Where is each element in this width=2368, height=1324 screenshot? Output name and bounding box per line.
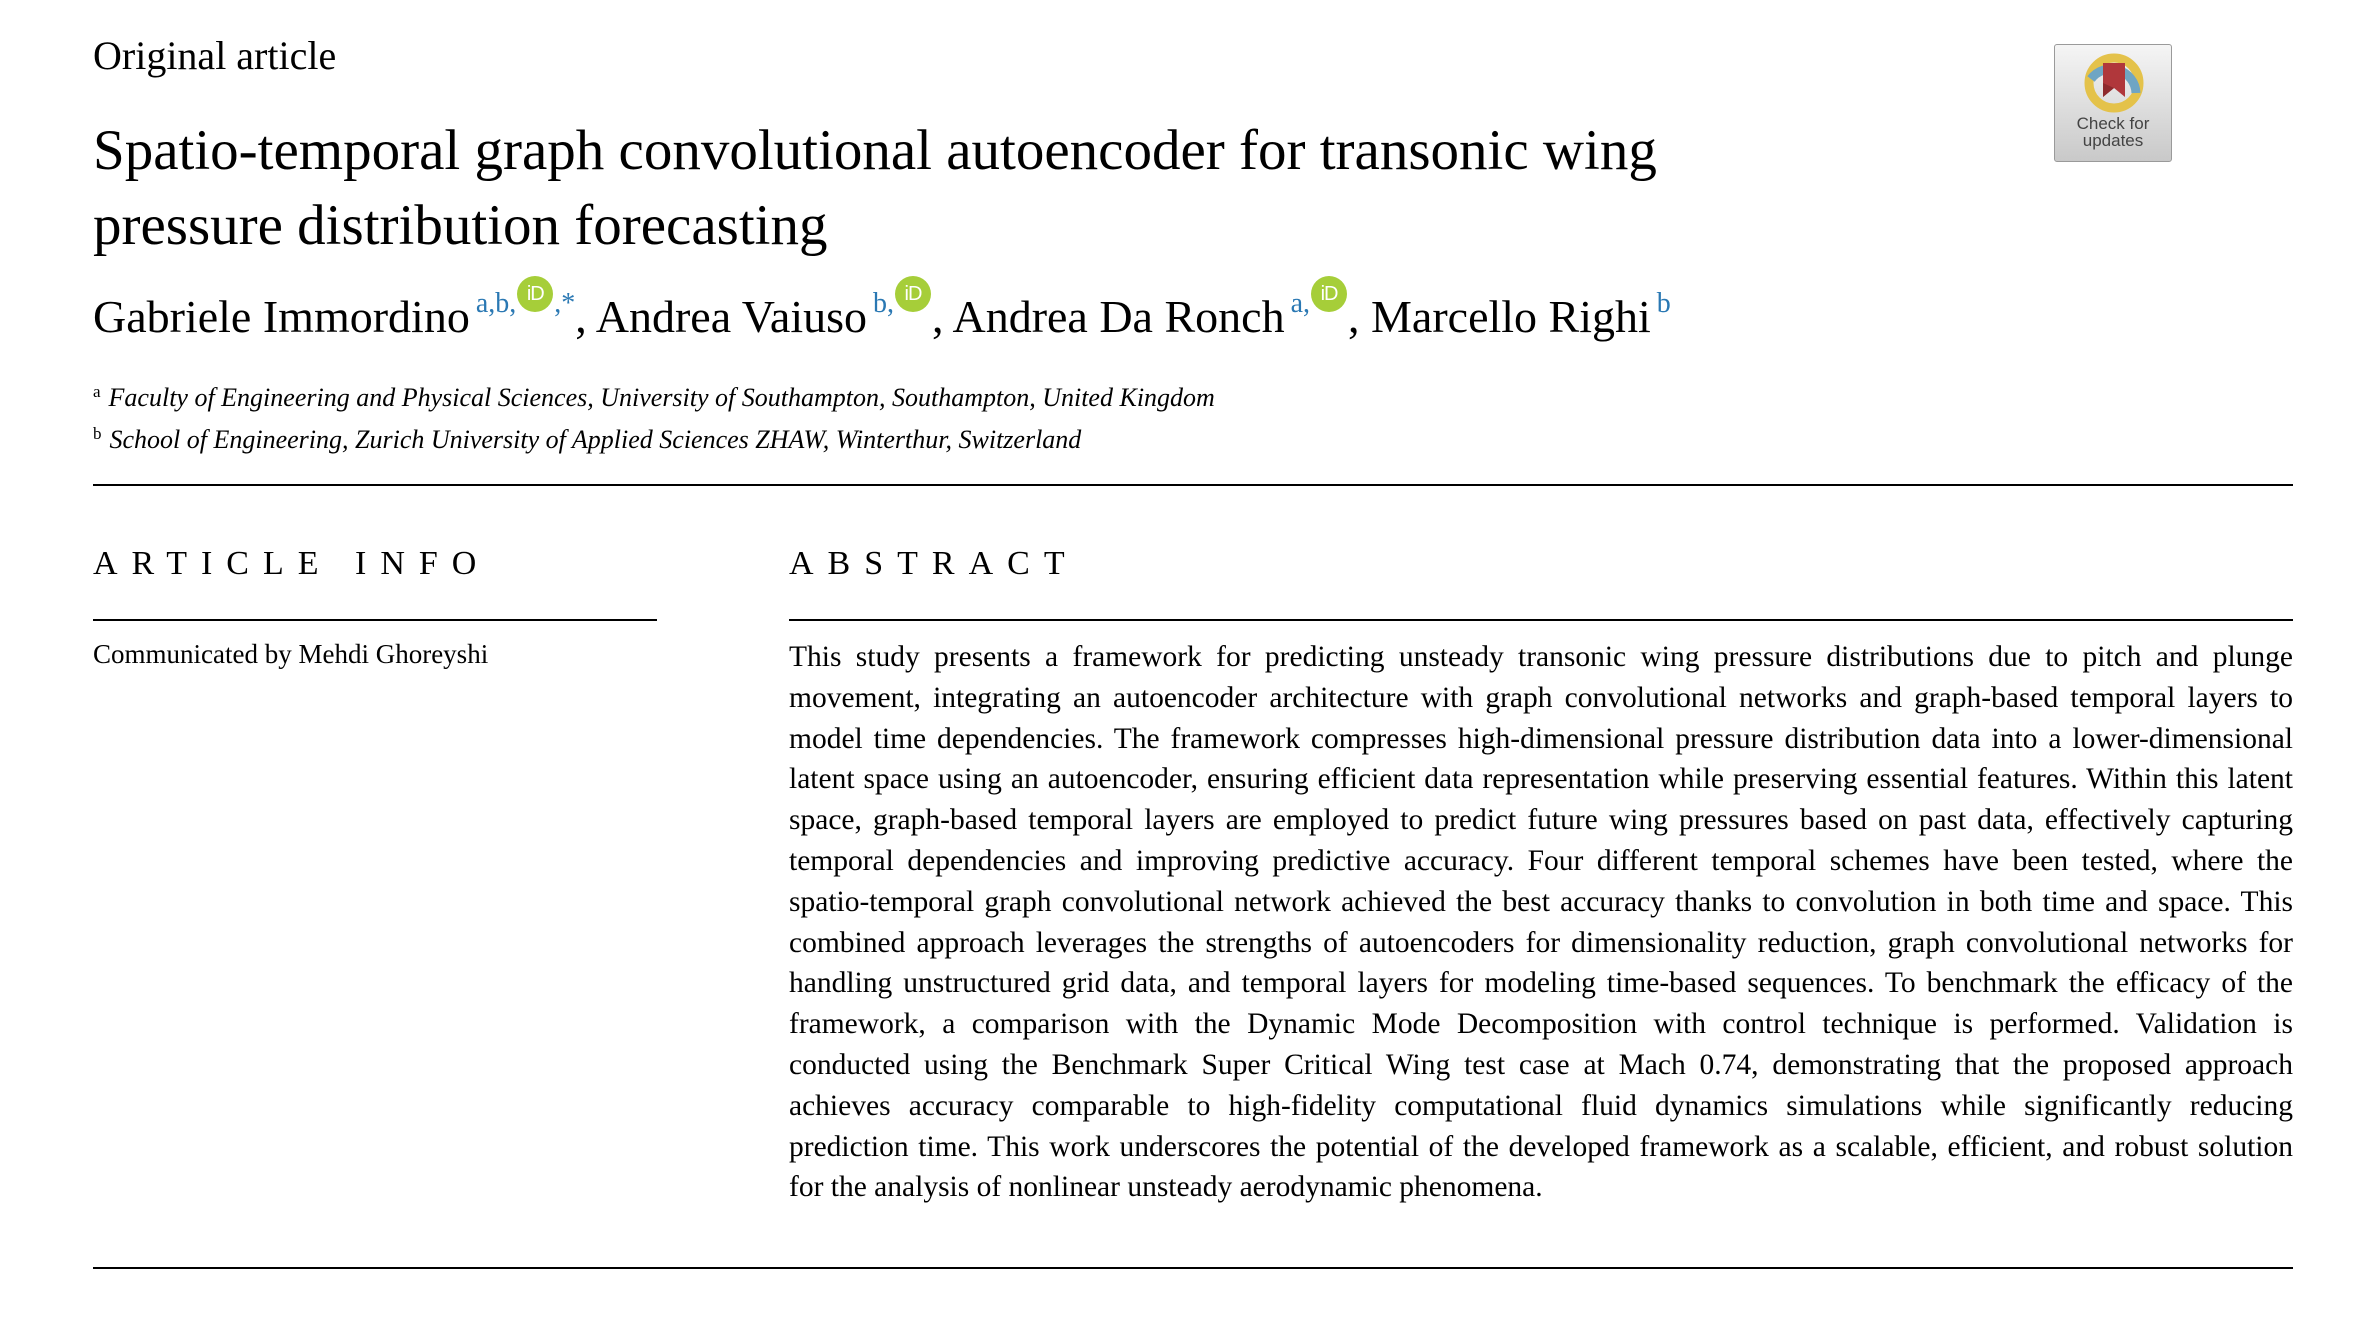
affiliation-ref[interactable]: a, — [1290, 288, 1311, 319]
orcid-icon[interactable]: iD — [1311, 276, 1347, 312]
article-info-heading: ARTICLE INFO — [93, 545, 491, 582]
author-separator: , — [1348, 291, 1372, 342]
check-for-updates-button[interactable] — [2054, 44, 2172, 162]
affiliation-label: b — [93, 424, 102, 443]
author-separator: , — [932, 291, 953, 342]
article-title: Spatio-temporal graph convolutional autoencoder for transonic wing pressure distribution forecasting — [93, 119, 1657, 257]
abstract-text: This study presents a framework for predicting unsteady transonic wing pressure distributions due to pitch and plunge movement, integrating an autoencoder architecture with graph convolutional networks and graph-based temporal layers to model time dependencies. The framework compresses high-dimensional pressure distribution data into a lower-dimensional latent space using an autoencoder, ensuring efficient data representation while preserving essential features. Within this latent space, graph-based temporal layers are employed to predict future wing pressures based on past data, effectively capturing temporal dependencies and improving predictive accuracy. Four different temporal schemes have been tested, where the spatio-temporal graph convolutional network achieved the best accuracy thanks to convolution in both time and space. This combined approach leverages the strengths of autoencoders for dimensionality reduction, graph convolutional networks for handling unstructured grid data, and temporal layers for modeling time-based sequences. To benchmark the efficacy of the framework, a comparison with the Dynamic Mode Decomposition with control technique is performed. Validation is conducted using the Benchmark Super Critical Wing test case at Mach 0.74, demonstrating that the proposed approach achieves accuracy comparable to high-fidelity computational fluid dynamics simulations while significantly reducing prediction time. This work underscores the potential of the developed framework as a scalable, efficient, and robust solution for the analysis of nonlinear unsteady aerodynamic phenomena. — [789, 641, 2293, 1204]
corresponding-author-mark[interactable]: ,* — [554, 288, 576, 319]
affiliation-ref[interactable]: a,b, — [475, 288, 517, 319]
affiliation-label: a — [93, 382, 101, 401]
affiliation-ref[interactable]: b, — [873, 288, 894, 319]
author-name[interactable]: Andrea Da Ronch — [952, 291, 1285, 342]
author-name[interactable]: Andrea Vaiuso — [595, 291, 867, 342]
divider-abstract — [789, 619, 2293, 621]
check-for-updates-label: Check for updates — [2076, 114, 2150, 150]
crossmark-bookmark-icon — [2084, 53, 2144, 113]
affiliations — [93, 374, 1215, 458]
communicated-by: Communicated by Mehdi Ghoreyshi — [93, 639, 489, 669]
author-name[interactable]: Marcello Righi — [1371, 291, 1651, 342]
abstract-heading: ABSTRACT — [789, 545, 1079, 582]
divider-top — [93, 484, 2293, 486]
affiliation-item — [93, 416, 1215, 458]
divider-article-info — [93, 619, 657, 621]
author-separator: , — [575, 291, 596, 342]
orcid-icon[interactable]: iD — [517, 276, 553, 312]
divider-bottom — [93, 1267, 2293, 1269]
affiliation-text: Faculty of Engineering and Physical Sciences, University of Southampton, Southampton, United Kingdom — [108, 383, 1215, 412]
author-list — [93, 276, 1671, 349]
affiliation-ref[interactable]: b — [1656, 288, 1671, 319]
orcid-icon[interactable]: iD — [895, 276, 931, 312]
author-name[interactable]: Gabriele Immordino — [93, 291, 470, 342]
affiliation-text: School of Engineering, Zurich University of Applied Sciences ZHAW, Winterthur, Switzerland — [109, 425, 1082, 454]
article-type-label: Original article — [93, 33, 337, 78]
affiliation-item — [93, 374, 1215, 416]
